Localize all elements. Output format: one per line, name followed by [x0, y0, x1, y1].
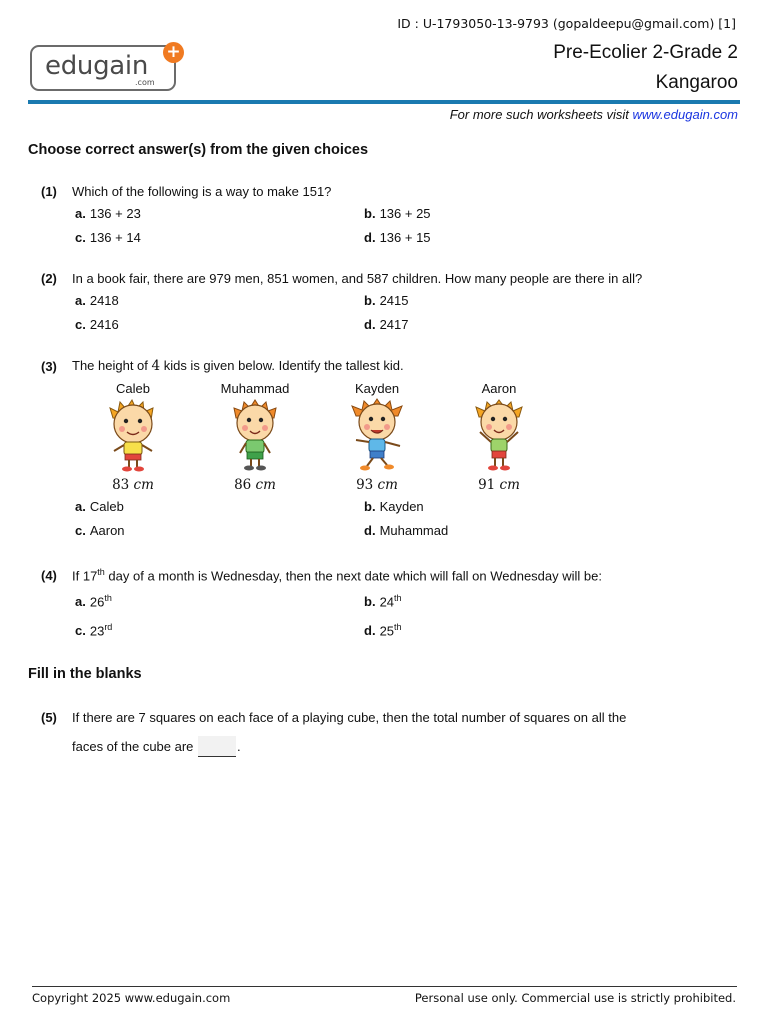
question-text-part: kids is given below. Identify the tallest kid.: [160, 358, 404, 373]
option-b[interactable]: [364, 206, 431, 221]
option-text: 136 + 14: [89, 230, 141, 245]
option-text: Muhammad: [379, 523, 449, 538]
option-letter: d.: [364, 523, 376, 538]
header-divider: [28, 100, 740, 104]
question-text: In a book fair, there are 979 men, 851 women, and 587 children. How many people are there in all?: [72, 271, 643, 286]
ordinal-suffix: th: [394, 622, 402, 632]
option-b[interactable]: [364, 293, 408, 308]
kid-name: Muhammad: [220, 381, 290, 396]
worksheet-subtitle: Kangaroo: [655, 72, 738, 93]
kid-illustration: [342, 396, 412, 472]
option-a[interactable]: [75, 593, 112, 609]
option-text: Aaron: [89, 523, 125, 538]
option-text: Caleb: [89, 499, 124, 514]
kid-height: [83, 477, 183, 493]
option-text: 136 + 25: [379, 206, 431, 221]
question-text-part: If 17: [72, 568, 98, 584]
footer-divider: [32, 986, 737, 987]
option-letter: a.: [75, 293, 86, 308]
question-text-line2: [72, 736, 241, 757]
option-letter: c.: [75, 317, 86, 332]
option-text: 26: [89, 594, 105, 610]
kid-illustration: [464, 396, 534, 472]
kid-height-unit: cm: [499, 477, 520, 493]
kid-height-value: 86: [234, 477, 252, 493]
question-text-part: .: [237, 739, 241, 754]
option-letter: a.: [75, 594, 86, 610]
plus-icon: +: [163, 42, 184, 63]
option-text: 2415: [379, 293, 409, 308]
edugain-logo[interactable]: [30, 45, 176, 91]
option-letter: c.: [75, 523, 86, 538]
option-c[interactable]: [75, 317, 119, 332]
question-text: Which of the following is a way to make 151?: [72, 184, 332, 199]
footer-copyright: Copyright 2025 www.edugain.com: [32, 991, 231, 1005]
kid-count: 4: [151, 358, 161, 374]
option-d[interactable]: [364, 622, 402, 638]
question-text-part: The height of: [72, 358, 152, 373]
logo-com: .com: [135, 78, 155, 87]
option-letter: b.: [364, 594, 376, 610]
kid-card-caleb: [83, 381, 183, 493]
section-title-blanks: Fill in the blanks: [28, 666, 142, 682]
kid-height-unit: cm: [255, 477, 276, 493]
kid-card-aaron: [449, 381, 549, 493]
worksheet-id: ID : U-1793050-13-9793 (gopaldeepu@gmail.com) [1]: [397, 16, 736, 31]
kid-name: Kayden: [354, 381, 400, 396]
answer-blank-input[interactable]: [198, 736, 236, 757]
option-text: Kayden: [379, 499, 424, 514]
option-c[interactable]: [75, 622, 112, 638]
kid-height-unit: cm: [133, 477, 154, 493]
kid-card-muhammad: [205, 381, 305, 493]
edugain-link[interactable]: www.edugain.com: [632, 107, 738, 122]
option-b[interactable]: [364, 499, 424, 514]
visit-prefix: For more such worksheets visit: [449, 107, 633, 122]
question-number: (5): [41, 710, 57, 725]
kid-height-value: 91: [478, 477, 496, 493]
logo-text: edugain: [45, 51, 149, 81]
option-b[interactable]: [364, 593, 402, 609]
option-letter: b.: [364, 293, 376, 308]
option-text: 136 + 23: [89, 206, 141, 221]
ordinal-suffix: th: [394, 593, 402, 603]
option-text: 136 + 15: [379, 230, 431, 245]
worksheet-title: Pre-Ecolier 2-Grade 2: [553, 42, 738, 63]
option-letter: b.: [364, 206, 376, 221]
option-a[interactable]: [75, 499, 124, 514]
option-letter: c.: [75, 623, 86, 639]
option-letter: b.: [364, 499, 376, 514]
ordinal-suffix: rd: [104, 622, 113, 632]
option-text: 2417: [379, 317, 409, 332]
option-letter: a.: [75, 499, 86, 514]
option-text: 2418: [89, 293, 119, 308]
question-number: (4): [41, 568, 57, 583]
question-text: If there are 7 squares on each face of a playing cube, then the total number of squares on all the: [72, 710, 627, 725]
option-a[interactable]: [75, 206, 141, 221]
kid-illustration: [98, 396, 168, 472]
kid-height: [205, 477, 305, 493]
kid-height: [327, 477, 427, 493]
option-d[interactable]: [364, 317, 408, 332]
question-text: [72, 567, 602, 583]
ordinal-suffix: th: [104, 593, 112, 603]
question-number: (1): [41, 184, 57, 199]
visit-note: [450, 107, 738, 122]
option-d[interactable]: [364, 230, 431, 245]
kid-height-value: 83: [112, 477, 130, 493]
option-text: 24: [379, 594, 395, 610]
question-number: (2): [41, 271, 57, 286]
option-letter: d.: [364, 623, 376, 639]
kid-height-value: 93: [356, 477, 374, 493]
option-letter: c.: [75, 230, 86, 245]
question-text-part: day of a month is Wednesday, then the next date which will fall on Wednesday will be:: [104, 568, 602, 584]
option-letter: d.: [364, 317, 376, 332]
option-text: 23: [89, 623, 105, 639]
footer-notice: Personal use only. Commercial use is strictly prohibited.: [414, 991, 736, 1005]
question-text-part: faces of the cube are: [72, 739, 198, 754]
option-text: 2416: [89, 317, 119, 332]
kid-height-unit: cm: [377, 477, 398, 493]
option-text: 25: [379, 623, 395, 639]
kid-name: Caleb: [116, 381, 150, 396]
ordinal-suffix: th: [97, 567, 105, 577]
kid-name: Aaron: [481, 381, 517, 396]
kid-card-kayden: [327, 381, 427, 493]
question-number: (3): [41, 359, 57, 374]
option-letter: d.: [364, 230, 376, 245]
option-d[interactable]: [364, 523, 448, 538]
section-title-choices: Choose correct answer(s) from the given choices: [28, 142, 369, 158]
kid-illustration: [220, 396, 290, 472]
option-a[interactable]: [75, 293, 119, 308]
option-c[interactable]: [75, 523, 125, 538]
question-text: [72, 358, 404, 374]
option-c[interactable]: [75, 230, 141, 245]
kid-height: [449, 477, 549, 493]
option-letter: a.: [75, 206, 86, 221]
